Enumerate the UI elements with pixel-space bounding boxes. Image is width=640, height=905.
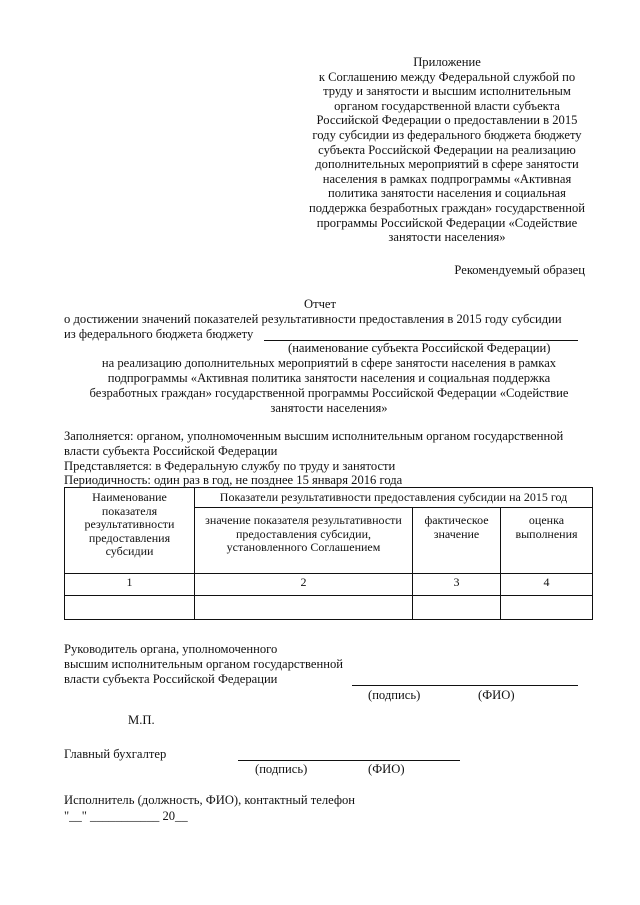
appendix-line: программы Российской Федерации «Содействие <box>316 215 578 230</box>
appendix-line: году субсидии из федерального бюджета бюджету <box>312 127 582 142</box>
accountant-label: Главный бухгалтер <box>64 747 167 761</box>
appendix-line: занятости населения» <box>388 230 506 245</box>
purpose-line: безработных граждан» государственной программы Российской Федерации «Содействие <box>89 386 569 400</box>
column-number: 3 <box>413 574 501 596</box>
accountant-signature-field[interactable] <box>238 760 460 761</box>
report-line-1: о достижении значений показателей результативности предоставления в 2015 году субсидии <box>64 312 562 326</box>
purpose-line: подпрограммы «Активная политика занятости населения и социальная поддержка <box>107 371 551 385</box>
table-cell-empty[interactable] <box>65 596 195 620</box>
stamp-label: М.П. <box>128 713 155 727</box>
acc-sign-caption: (подпись) <box>255 762 308 776</box>
table-cell-empty[interactable] <box>501 596 593 620</box>
header-agreed-value: значение показателя результативности предоставления субсидии, установленного Соглашением <box>195 508 413 574</box>
submitted-to-line: Представляется: в Федеральную службу по труду и занятости <box>64 459 396 473</box>
acc-fio-caption: (ФИО) <box>368 762 405 776</box>
indicators-table <box>64 487 593 620</box>
column-number: 1 <box>65 574 195 596</box>
filled-by-line: Заполняется: органом, уполномоченным высшим исполнительным органом государственной <box>64 429 564 443</box>
appendix-line: органом государственной власти субъекта <box>334 98 560 113</box>
header-indicator-name: Наименование показателя результативности предоставления субсидии <box>65 488 195 574</box>
sample-label: Рекомендуемый образец <box>454 263 585 277</box>
header-group: Показатели результативности предоставления субсидии на 2015 год <box>195 488 593 508</box>
subject-caption: (наименование субъекта Российской Федерации) <box>288 341 551 355</box>
appendix-line: дополнительных мероприятий в сфере занятости <box>315 157 579 172</box>
appendix-line: политика занятости населения и социальная <box>328 186 566 201</box>
appendix-line: населения в рамках подпрограммы «Активная <box>322 171 572 186</box>
head-line: власти субъекта Российской Федерации <box>64 672 278 686</box>
table-cell-empty[interactable] <box>195 596 413 620</box>
head-line: Руководитель органа, уполномоченного <box>64 642 278 656</box>
date-line[interactable]: "__" ___________ 20__ <box>64 809 188 823</box>
appendix-title: Приложение <box>413 55 481 69</box>
appendix-line: поддержка безработных граждан» государственной <box>309 200 585 215</box>
head-fio-caption: (ФИО) <box>478 688 515 702</box>
head-signature-field[interactable] <box>352 685 578 686</box>
appendix-line: субъекта Российской Федерации на реализацию <box>318 142 576 157</box>
header-assessment: оценка выполнения <box>501 508 593 574</box>
filled-by-line: власти субъекта Российской Федерации <box>64 444 278 458</box>
report-line-2: из федерального бюджета бюджету <box>64 327 254 341</box>
appendix-line: труду и занятости и высшим исполнительным <box>323 84 571 99</box>
appendix-block <box>292 55 602 245</box>
purpose-line: на реализацию дополнительных мероприятий в сфере занятости населения в рамках <box>101 356 557 370</box>
column-number: 4 <box>501 574 593 596</box>
executor-label: Исполнитель (должность, ФИО), контактный телефон <box>64 793 356 807</box>
table-cell-empty[interactable] <box>413 596 501 620</box>
head-line: высшим исполнительным органом государственной <box>64 657 343 671</box>
periodicity-line: Периодичность: один раз в год, не позднее 15 января 2016 года <box>64 473 403 487</box>
purpose-line: занятости населения» <box>270 401 388 415</box>
appendix-line: к Соглашению между Федеральной службой по <box>318 69 576 84</box>
appendix-line: Российской Федерации о предоставлении в 2015 <box>316 113 578 128</box>
report-title: Отчет <box>303 297 337 311</box>
header-actual-value: фактическое значение <box>413 508 501 574</box>
head-sign-caption: (подпись) <box>368 688 421 702</box>
column-number: 2 <box>195 574 413 596</box>
